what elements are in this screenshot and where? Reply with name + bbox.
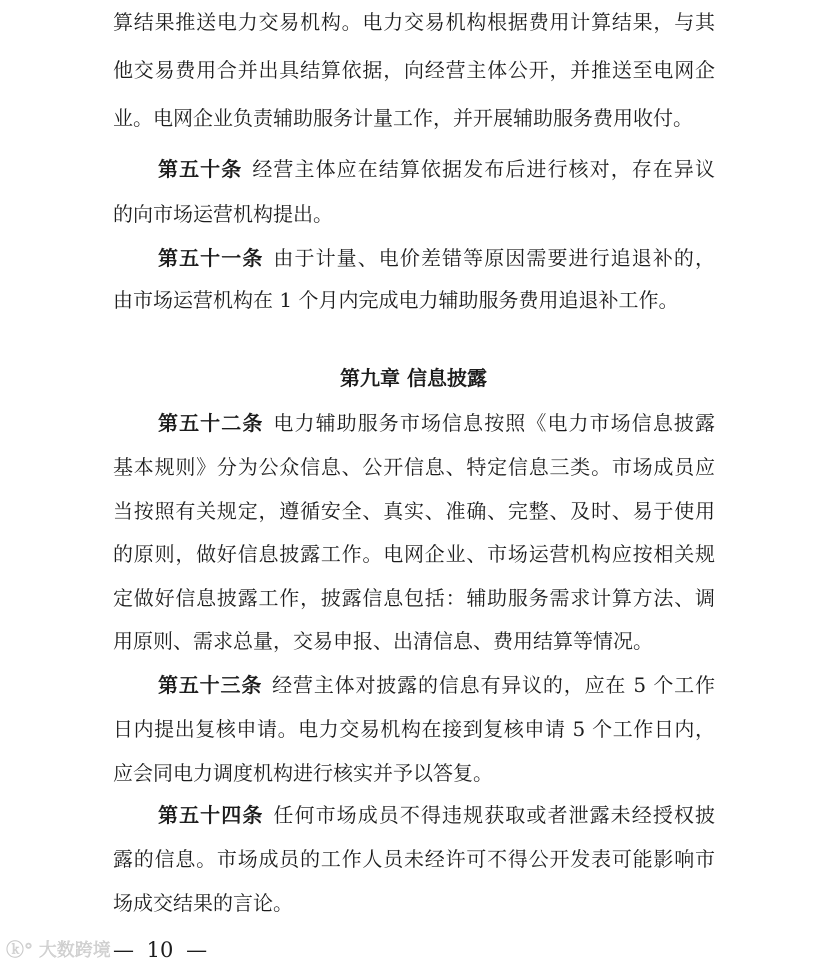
paragraph-line [113,845,715,873]
paragraph-line [113,200,715,228]
paragraph-line [113,715,715,743]
line-text: 任何市场成员不得违规获取或者泄露未经授权披 [273,803,716,827]
line-text: 经营主体对披露的信息有异议的，应在 5 个工作 [272,673,715,697]
paragraph-line [113,584,715,612]
line-text: 的向市场运营机构提出。 [113,202,333,226]
paragraph-line [113,497,715,525]
line-text: 当按照有关规定，遵循安全、真实、准确、完整、及时、易于使用 [113,499,715,523]
line-text: 场成交结果的言论。 [113,891,293,915]
line-text: 露的信息。市场成员的工作人员未经许可不得公开发表可能影响市 [113,847,715,871]
paragraph-line [113,286,715,314]
chapter-heading: 第九章 信息披露 [340,366,487,390]
paragraph-line [113,627,715,655]
article-number: 第五十二条 [158,411,264,435]
line-text: 基本规则》分为公众信息、公开信息、特定信息三类。市场成员应 [113,455,715,479]
article-number: 第五十三条 [158,673,263,697]
article-number: 第五十一条 [158,246,264,270]
paragraph-line [158,671,715,699]
paragraph-line [113,759,715,787]
paragraph-line [158,155,715,183]
article-number: 第五十四条 [158,803,264,827]
line-text: 经营主体应在结算依据发布后进行核对，存在异议 [252,157,716,181]
page-number: — 10 — [113,938,208,962]
line-text: 业。电网企业负责辅助服务计量工作，并开展辅助服务费用收付。 [113,106,693,130]
watermark-logo: ⓚ° 大数跨境 [6,940,111,961]
paragraph-line [113,56,715,84]
paragraph-line [158,801,715,829]
line-text: 用原则、需求总量，交易申报、出清信息、费用结算等情况。 [113,629,653,653]
line-text: 的原则，做好信息披露工作。电网企业、市场运营机构应按相关规 [113,542,715,566]
paragraph-line [158,409,715,437]
watermark-text: 大数跨境 [38,940,111,961]
line-text: 算结果推送电力交易机构。电力交易机构根据费用计算结果，与其 [113,10,715,34]
line-text: 应会同电力调度机构进行核实并予以答复。 [113,761,493,785]
line-text: 由于计量、电价差错等原因需要进行追退补的， [273,246,716,270]
paragraph-line [158,244,715,272]
paragraph-line [113,889,715,917]
paragraph-line [113,8,715,36]
line-text: 由市场运营机构在 1 个月内完成电力辅助服务费用追退补工作。 [113,288,679,312]
paragraph-line [113,540,715,568]
line-text: 日内提出复核申请。电力交易机构在接到复核申请 5 个工作日内， [113,717,715,741]
line-text: 定做好信息披露工作，披露信息包括：辅助服务需求计算方法、调 [113,586,715,610]
paragraph-line [113,104,715,132]
line-text: 电力辅助服务市场信息按照《电力市场信息披露 [273,411,716,435]
article-number: 第五十条 [158,157,243,181]
paragraph-line [113,453,715,481]
line-text: 他交易费用合并出具结算依据，向经营主体公开，并推送至电网企 [113,58,715,82]
